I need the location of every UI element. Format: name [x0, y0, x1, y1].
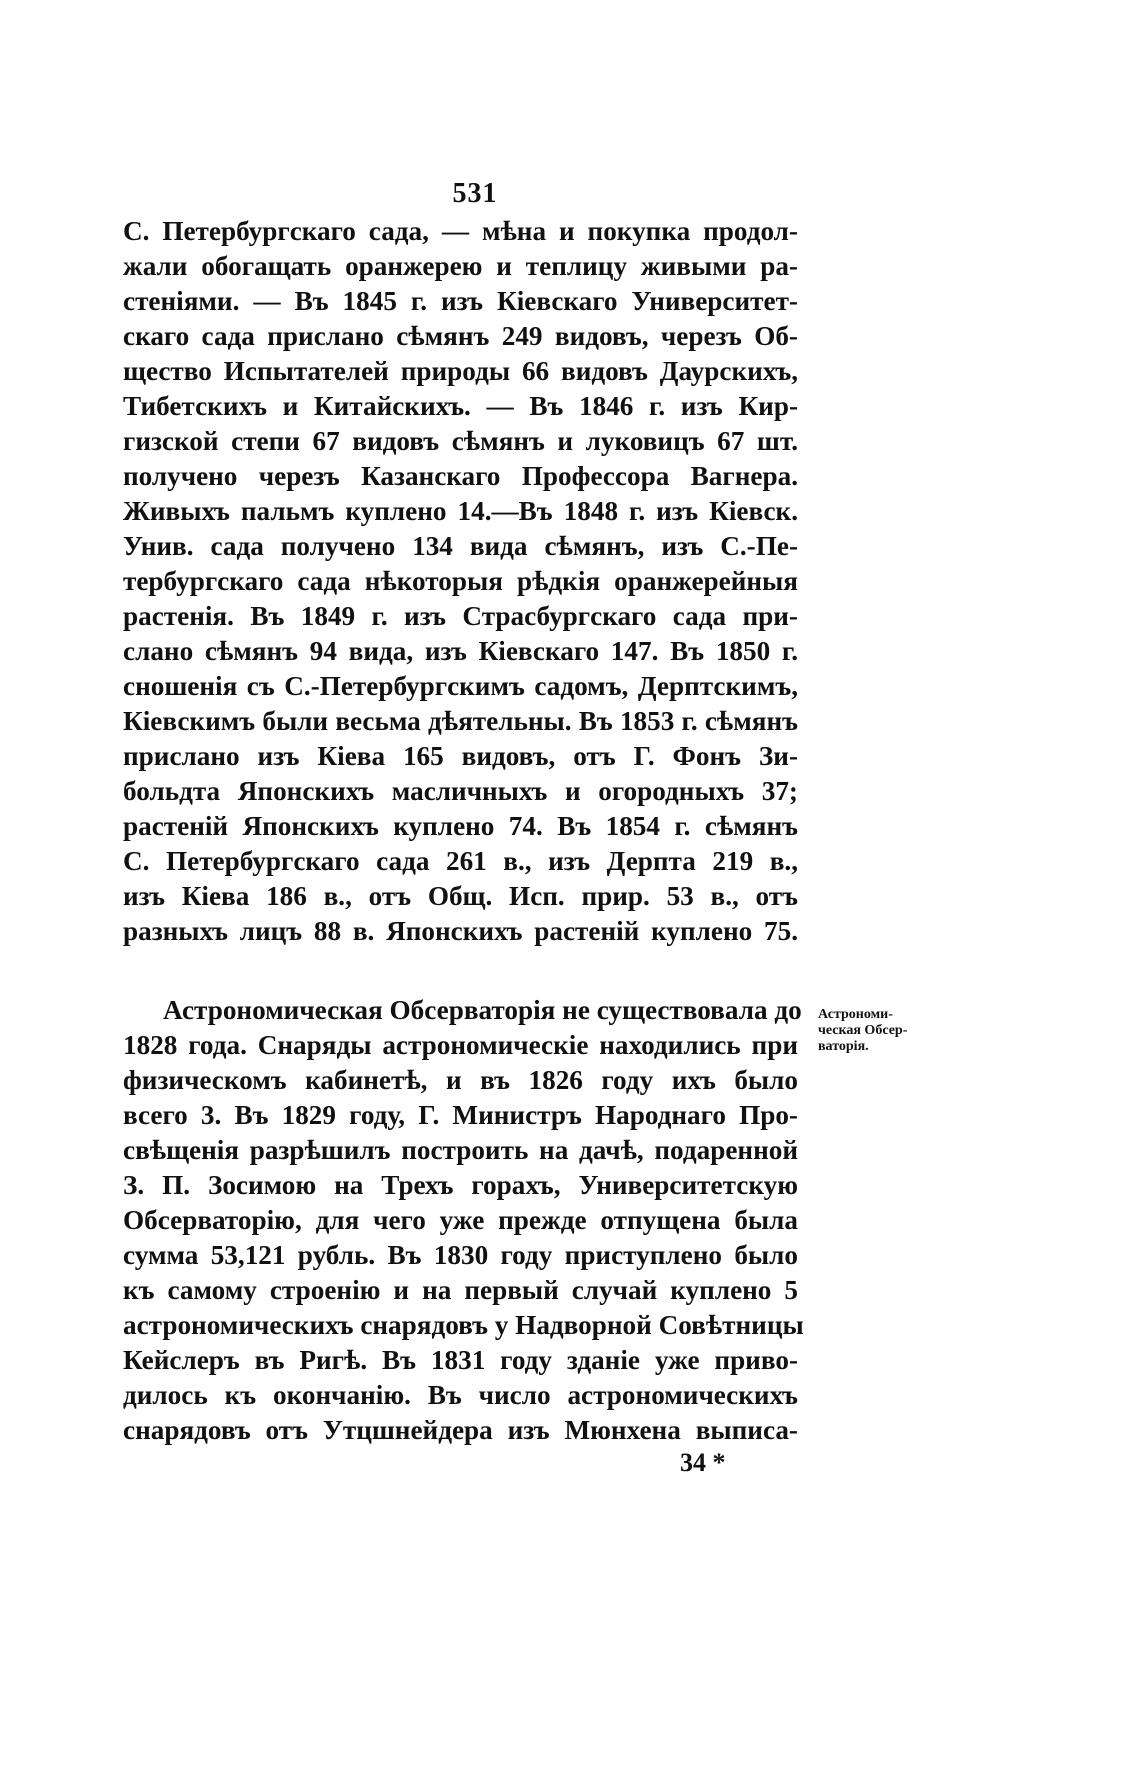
text-line: получено черезъ Казанскаго Профессора Вагнера.	[123, 461, 798, 491]
text-line: Обсерваторію, для чего уже прежде отпущена была	[123, 1205, 798, 1235]
text-line: слано сѣмянъ 94 вида, изъ Кіевскаго 147. Въ 1850 г.	[123, 636, 798, 666]
text-line: Живыхъ пальмъ куплено 14.—Въ 1848 г. изъ Кіевск.	[123, 496, 798, 526]
text-line: тербургскаго сада нѣкоторыя рѣдкія оранжерейныя	[123, 566, 798, 596]
paragraph-observatory	[123, 993, 804, 1448]
margin-note-observatory	[818, 1007, 968, 1055]
text-line: астрономическихъ снарядовъ у Надворной Совѣтницы	[123, 1310, 804, 1340]
text-line: физическомъ кабинетѣ, и въ 1826 году ихъ было	[123, 1065, 798, 1095]
text-line: скаго сада прислано сѣмянъ 249 видовъ, черезъ Об-	[123, 321, 798, 351]
text-line: жали обогащать оранжерею и теплицу живыми ра-	[123, 251, 798, 281]
paragraph-botanical-garden	[123, 214, 798, 949]
text-line: сношенія съ С.-Петербургскимъ садомъ, Дерптскимъ,	[123, 671, 798, 701]
text-line: С. Петербургскаго сада 261 в., изъ Дерпта 219 в.,	[123, 846, 798, 876]
text-line: больдта Японскихъ масличныхъ и огородныхъ 37;	[123, 776, 798, 806]
text-line: растенія. Въ 1849 г. изъ Страсбургскаго сада при-	[123, 601, 798, 631]
text-line: Астрономическая Обсерваторія не существовала до	[163, 995, 802, 1025]
text-line: всего 3. Въ 1829 году, Г. Министръ Народнаго Про-	[123, 1100, 798, 1130]
text-line: растеній Японскихъ куплено 74. Въ 1854 г. сѣмянъ	[123, 811, 798, 841]
text-line: къ самому строенію и на первый случай куплено 5	[123, 1275, 798, 1305]
margin-note-line: Астрономи-	[818, 1007, 893, 1022]
text-line: сумма 53,121 рубль. Въ 1830 году приступлено было	[123, 1240, 798, 1270]
text-line: снарядовъ отъ Утцшнейдера изъ Мюнхена выписа-	[123, 1415, 798, 1445]
text-line: стеніями. — Въ 1845 г. изъ Кіевскаго Университет-	[123, 286, 798, 316]
text-line: изъ Кіева 186 в., отъ Общ. Исп. прир. 53 в., отъ	[123, 881, 798, 911]
text-line: прислано изъ Кіева 165 видовъ, отъ Г. Фонъ Зи-	[123, 741, 798, 771]
text-line: Кіевскимъ были весьма дѣятельны. Въ 1853 г. сѣмянъ	[123, 706, 798, 736]
text-line: С. Петербургскаго сада, — мѣна и покупка продол-	[123, 216, 798, 246]
page-number: 531	[452, 178, 498, 209]
signature-mark: 34 *	[680, 1448, 726, 1477]
text-line: Унив. сада получено 134 вида сѣмянъ, изъ С.-Пе-	[123, 531, 798, 561]
margin-note-line: ческая Обсер-	[818, 1023, 908, 1038]
text-line: Тибетскихъ и Китайскихъ. — Въ 1846 г. изъ Кир-	[123, 391, 798, 421]
text-line: разныхъ лицъ 88 в. Японскихъ растеній куплено 75.	[123, 916, 798, 946]
text-line: З. П. Зосимою на Трехъ горахъ, Университетскую	[123, 1170, 798, 1200]
text-line: свѣщенія разрѣшилъ построить на дачѣ, подаренной	[123, 1135, 798, 1165]
text-line: Кейслеръ въ Ригѣ. Въ 1831 году зданіе уже приво-	[123, 1345, 798, 1375]
text-line: 1828 года. Снаряды астрономическіе находились при	[123, 1030, 798, 1060]
text-line: гизской степи 67 видовъ сѣмянъ и луковицъ 67 шт.	[123, 426, 798, 456]
margin-note-line: ваторія.	[818, 1039, 869, 1054]
text-line: щество Испытателей природы 66 видовъ Даурскихъ,	[123, 356, 798, 386]
text-line: дилось къ окончанію. Въ число астрономическихъ	[123, 1380, 798, 1410]
